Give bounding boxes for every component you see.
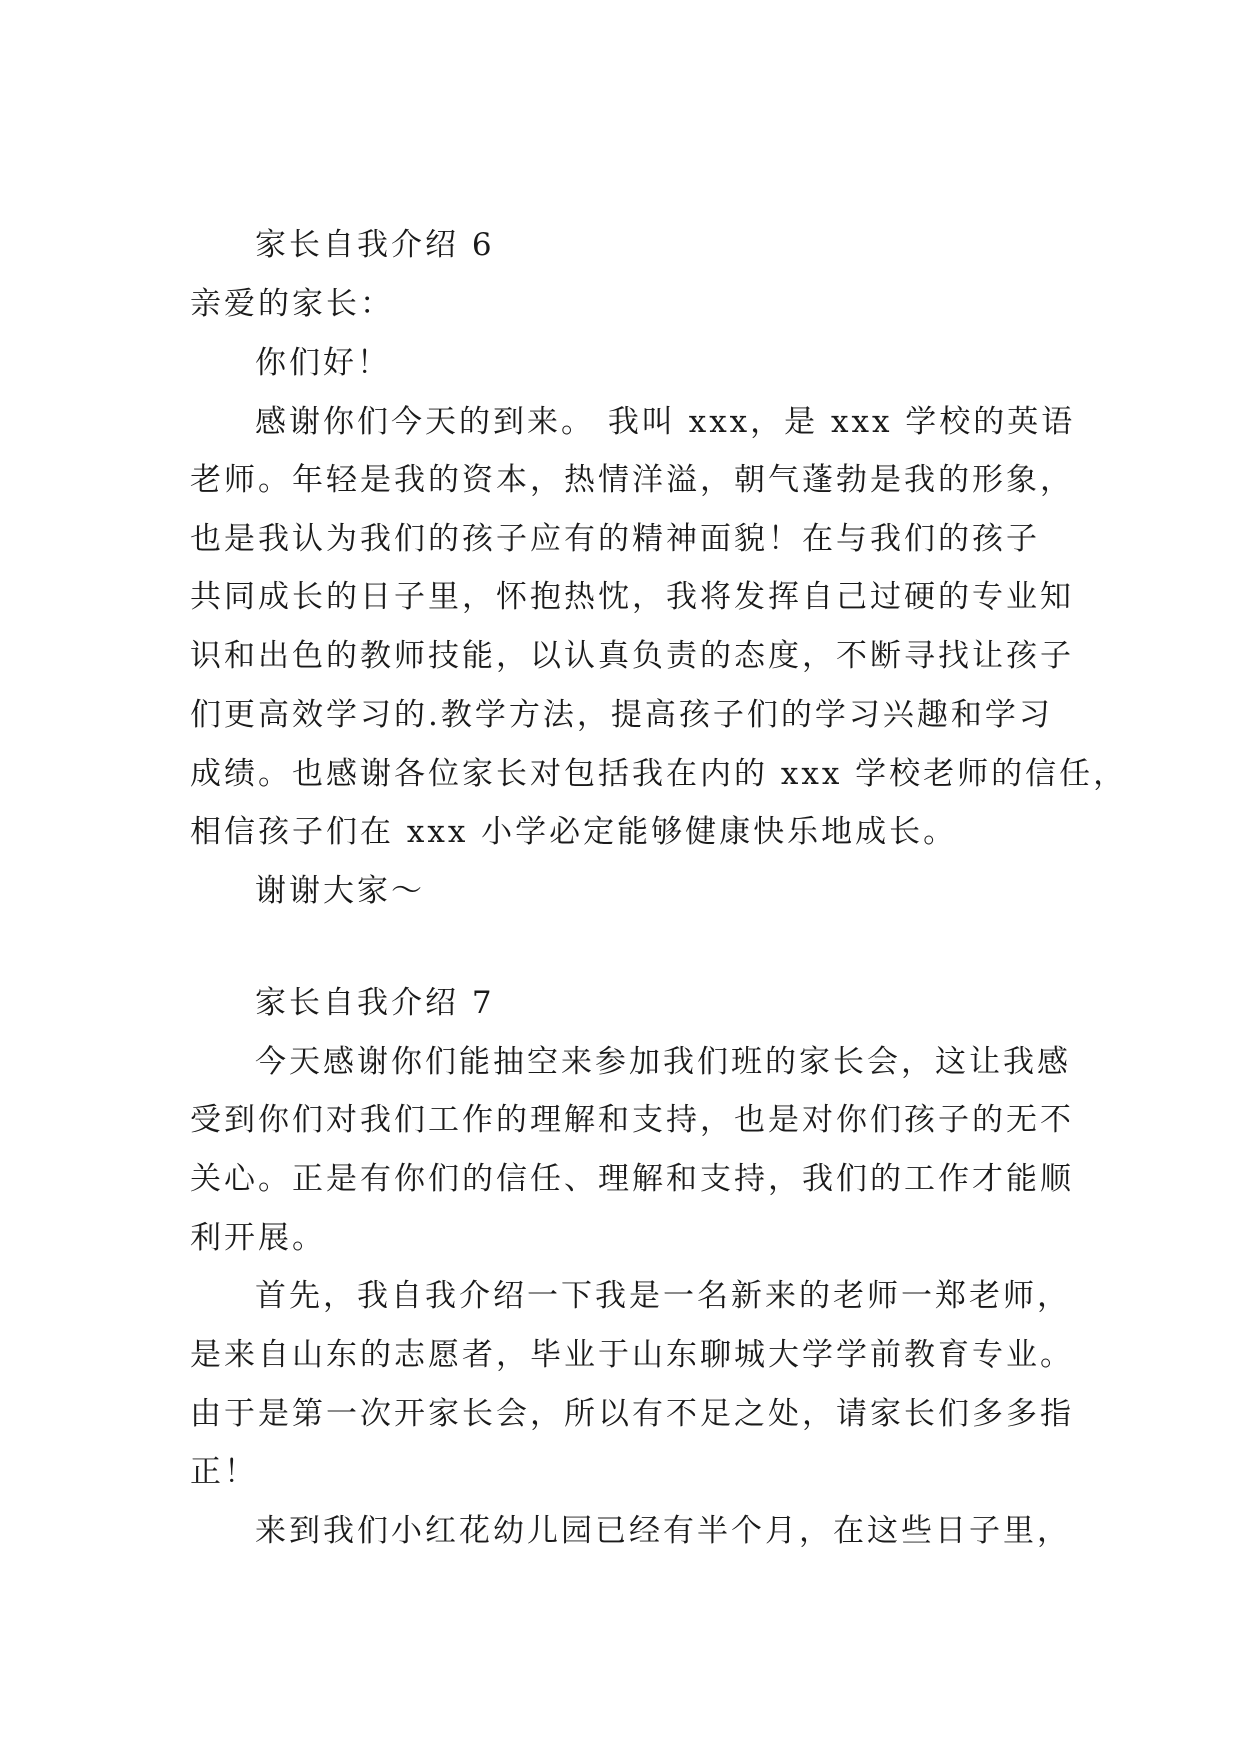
section-6-closing: 谢谢大家～ bbox=[255, 873, 425, 909]
section-7-paragraph-1-line: 今天感谢你们能抽空来参加我们班的家长会，这让我感 bbox=[255, 1044, 1071, 1080]
section-7-paragraph-2-line: 正！ bbox=[190, 1454, 258, 1490]
section-7-paragraph-1-line: 受到你们对我们工作的理解和支持，也是对你们孩子的无不 bbox=[190, 1102, 1074, 1138]
section-6-paragraph-line: 也是我认为我们的孩子应有的精神面貌！在与我们的孩子 bbox=[190, 521, 1040, 557]
section-6-greeting: 你们好！ bbox=[255, 345, 391, 381]
section-7-paragraph-2-line: 由于是第一次开家长会，所以有不足之处，请家长们多多指 bbox=[190, 1396, 1074, 1432]
section-6-paragraph-line: 共同成长的日子里，怀抱热忱，我将发挥自己过硬的专业知 bbox=[190, 579, 1074, 615]
section-6-paragraph-line: 相信孩子们在 xxx 小学必定能够健康快乐地成长。 bbox=[190, 814, 958, 850]
section-6-paragraph-line: 识和出色的教师技能，以认真负责的态度，不断寻找让孩子 bbox=[190, 638, 1074, 674]
section-7-paragraph-2-line: 是来自山东的志愿者，毕业于山东聊城大学学前教育专业。 bbox=[190, 1337, 1074, 1373]
section-6-title: 家长自我介绍 6 bbox=[255, 227, 495, 263]
section-6-paragraph-line: 感谢你们今天的到来。 我叫 xxx，是 xxx 学校的英语 bbox=[255, 404, 1076, 440]
section-6-paragraph-line: 们更高效学习的.教学方法，提高孩子们的学习兴趣和学习 bbox=[190, 697, 1053, 733]
section-7-paragraph-1-line: 关心。正是有你们的信任、理解和支持，我们的工作才能顺 bbox=[190, 1161, 1074, 1197]
section-7-paragraph-2-line: 首先，我自我介绍一下我是一名新来的老师一郑老师， bbox=[255, 1278, 1071, 1314]
section-7-paragraph-1-line: 利开展。 bbox=[190, 1220, 326, 1256]
section-7-paragraph-3-line: 来到我们小红花幼儿园已经有半个月，在这些日子里， bbox=[255, 1513, 1071, 1549]
section-6-paragraph-line: 老师。年轻是我的资本，热情洋溢，朝气蓬勃是我的形象， bbox=[190, 462, 1074, 498]
section-6-paragraph-line: 成绩。也感谢各位家长对包括我在内的 xxx 学校老师的信任， bbox=[190, 756, 1128, 792]
section-7-title: 家长自我介绍 7 bbox=[255, 985, 495, 1021]
section-6-salutation: 亲爱的家长： bbox=[190, 286, 394, 322]
